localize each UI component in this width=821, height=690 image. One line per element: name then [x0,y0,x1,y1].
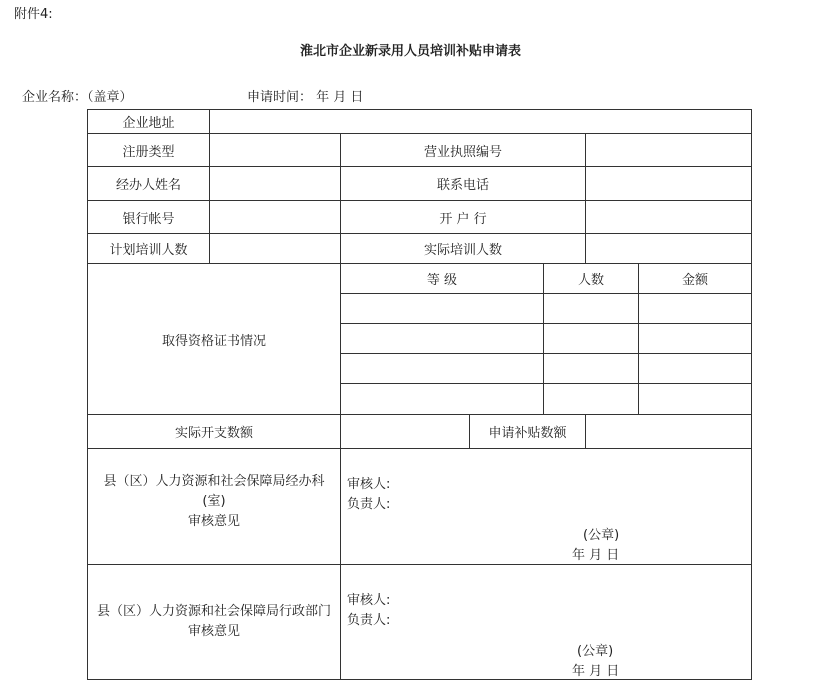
phone-field[interactable] [586,167,751,200]
review1-label-line2: (室) [202,494,226,509]
review2-label-line1: 县（区）人力资源和社会保障局行政部门 [96,604,331,619]
actual-expense-field[interactable] [341,415,469,448]
address-label: 企业地址 [122,116,175,131]
certificate-status-label: 取得资格证书情况 [161,333,266,349]
registration-type-field[interactable] [210,134,340,166]
people-column-header: 人数 [577,273,604,288]
planned-trainees-field[interactable] [210,234,340,263]
address-field[interactable] [210,110,751,133]
actual-trainees-field[interactable] [586,234,751,263]
review1-label [88,472,340,536]
review1-label-line3: 审核意见 [187,514,240,529]
agent-name-field[interactable] [210,167,340,200]
actual-expense-label: 实际开支数额 [174,426,253,441]
bank-label: 开 户 行 [439,211,487,227]
review1-label-line1: 县（区）人力资源和社会保障局经办科 [103,474,325,489]
bank-account-label: 银行帐号 [122,211,175,227]
phone-label: 联系电话 [436,178,489,193]
review1-leader-label: 负责人: [347,497,391,512]
review2-leader-label: 负责人: [347,613,391,628]
form-title: 淮北市企业新录用人员培训补贴申请表 [299,44,521,59]
actual-trainees-label: 实际培训人数 [423,243,502,258]
review1-seal-label: (公章) [583,528,620,543]
planned-trainees-label: 计划培训人数 [109,243,188,258]
review2-date-label: 年 月 日 [572,664,620,679]
license-number-field[interactable] [586,134,751,166]
review2-label-line2: 审核意见 [187,624,240,639]
application-time-label: 申请时间： 年 月 日 [247,90,364,105]
company-name-label: 企业名称：（盖章） [22,90,133,105]
subsidy-amount-field[interactable] [586,415,751,448]
appendix-label: 附件4: [14,7,53,22]
subsidy-amount-label: 申请补贴数额 [488,426,567,441]
review2-reviewer-label: 审核人: [347,593,391,608]
license-number-label: 营业执照编号 [423,144,502,160]
amount-column-header: 金额 [681,273,708,288]
review1-date-label: 年 月 日 [572,548,620,563]
bank-account-field[interactable] [210,201,340,233]
registration-type-label: 注册类型 [122,144,175,160]
review2-seal-label: (公章) [577,644,614,659]
review2-label [88,602,340,644]
review1-reviewer-label: 审核人: [347,477,391,492]
level-column-header: 等 级 [426,273,458,288]
agent-name-label: 经办人姓名 [115,178,181,193]
bank-field[interactable] [586,201,751,233]
